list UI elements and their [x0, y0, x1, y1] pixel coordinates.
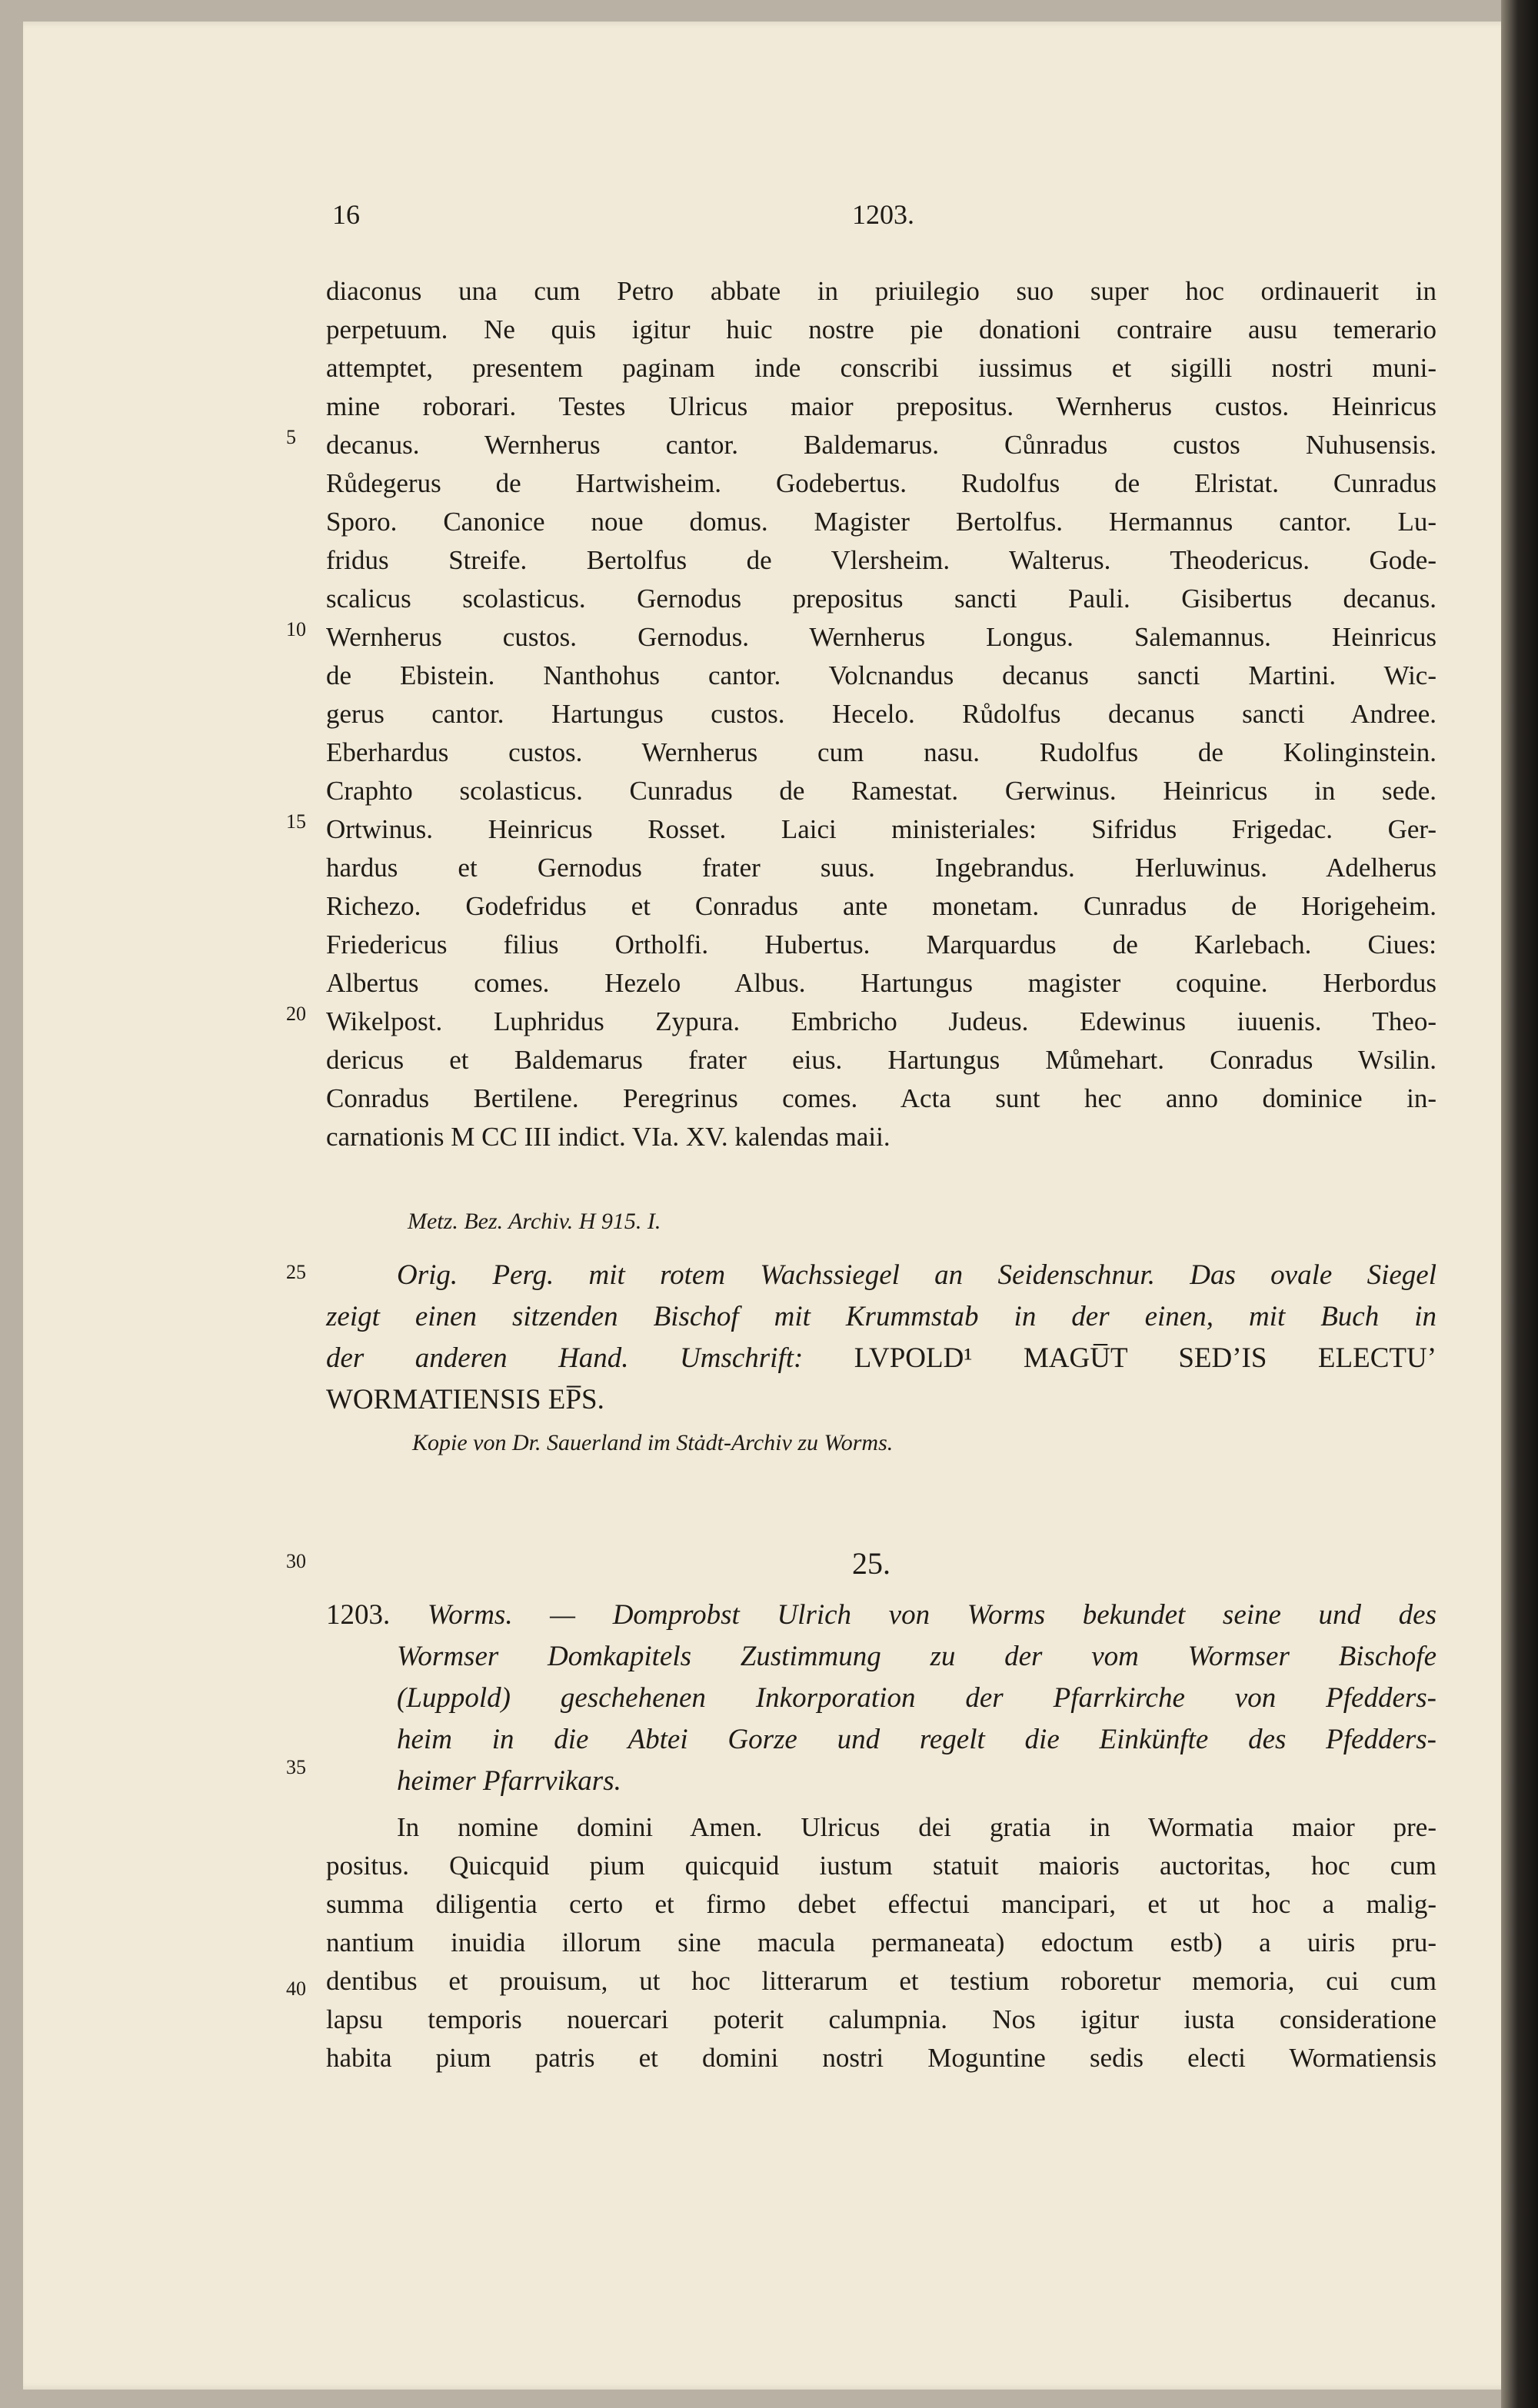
text-line: lapsu temporis nouercari poterit calumpnia. Nos igitur iusta consideratione — [326, 2004, 1436, 2034]
regest-line: (Luppold) geschehenen Inkorporation der Pfarrkirche von Pfedders- — [397, 1682, 1436, 1714]
text-line: gerus cantor. Hartungus custos. Hecelo. Růdolfus decanus sancti Andree. — [326, 699, 1436, 729]
text-line: Craphto scolasticus. Cunradus de Ramestat. Gerwinus. Heinricus in sede. — [326, 776, 1436, 806]
text-line: attemptet, presentem paginam inde conscribi iussimus et sigilli nostri muni- — [326, 353, 1436, 383]
text-line: dentibus et prouisum, ut hoc litterarum et testium roboretur memoria, cui cum — [326, 1966, 1436, 1996]
text-line: Wikelpost. Luphridus Zypura. Embricho Judeus. Edewinus iuuenis. Theo- — [326, 1006, 1436, 1036]
line-number: 35 — [286, 1756, 306, 1778]
line-number: 15 — [286, 810, 306, 833]
page-number: 16 — [332, 199, 360, 230]
line-number: 20 — [286, 1003, 306, 1025]
text-line: summa diligentia certo et firmo debet effectui mancipari, et ut hoc a malig- — [326, 1889, 1436, 1919]
document-number: 25. — [852, 1546, 891, 1581]
text-line: Eberhardus custos. Wernherus cum nasu. Rudolfus de Kolinginstein. — [326, 737, 1436, 767]
text-line: fridus Streife. Bertolfus de Vlersheim. Walterus. Theodericus. Gode- — [326, 545, 1436, 575]
text-line: Růdegerus de Hartwisheim. Godebertus. Rudolfus de Elristat. Cunradus — [326, 468, 1436, 498]
text-line: habita pium patris et domini nostri Moguntine sedis electi Wormatiensis — [326, 2043, 1436, 2073]
running-head-year: 1203. — [852, 199, 914, 230]
charter2-text-block — [326, 1808, 1436, 2077]
text-line: mine roborari. Testes Ulricus maior prepositus. Wernherus custos. Heinricus — [326, 391, 1436, 421]
note-line — [326, 1338, 1436, 1379]
text-line: decanus. Wernherus cantor. Baldemarus. Cůnradus custos Nuhusensis. — [326, 430, 1436, 460]
archive-source: Metz. Bez. Archiv. H 915. I. — [408, 1209, 661, 1234]
text-line: carnationis M CC III indict. VIa. XV. kalendas maii. — [326, 1122, 891, 1152]
regest-text: Worms. — Domprobst Ulrich von Worms bekundet seine und des — [427, 1599, 1436, 1631]
text-line: Albertus comes. Hezelo Albus. Hartungus magister coquine. Herbordus — [326, 968, 1436, 998]
line-number: 30 — [286, 1550, 306, 1572]
text-line: positus. Quicquid pium quicquid iustum statuit maioris auctoritas, hoc cum — [326, 1851, 1436, 1881]
seal-legend: WORMATIENSIS EP̅S. — [326, 1384, 604, 1415]
text-line: Friedericus filius Ortholfi. Hubertus. Marquardus de Karlebach. Ciues: — [326, 930, 1436, 960]
text-line: nantium inuidia illorum sine macula permaneata) edoctum estb) a uiris pru- — [326, 1927, 1436, 1957]
text-line: In nomine domini Amen. Ulricus dei gratia in Wormatia maior pre- — [397, 1812, 1436, 1842]
line-number: 10 — [286, 618, 306, 640]
note-text: der anderen Hand. Umschrift: — [326, 1342, 804, 1374]
text-line: Sporo. Canonice noue domus. Magister Bertolfus. Hermannus cantor. Lu- — [326, 507, 1436, 537]
note-line: zeigt einen sitzenden Bischof mit Krummstab in der einen, mit Buch in — [326, 1301, 1436, 1332]
text-line: Ortwinus. Heinricus Rosset. Laici ministeriales: Sifridus Frigedac. Ger- — [326, 814, 1436, 844]
text-line: scalicus scolasticus. Gernodus prepositus sancti Pauli. Gisibertus decanus. — [326, 584, 1436, 614]
regest — [326, 1595, 1436, 1802]
text-line: Wernherus custos. Gernodus. Wernherus Longus. Salemannus. Heinricus — [326, 622, 1436, 652]
text-line: de Ebistein. Nanthohus cantor. Volcnandus decanus sancti Martini. Wic- — [326, 660, 1436, 690]
line-number: 40 — [286, 1977, 306, 2000]
text-line: hardus et Gernodus frater suus. Ingebrandus. Herluwinus. Adelherus — [326, 853, 1436, 883]
line-number: 5 — [286, 426, 296, 448]
line-number: 25 — [286, 1261, 306, 1283]
charter-text-block — [326, 272, 1436, 1156]
text-line: dericus et Baldemarus frater eius. Hartungus Můmehart. Conradus Wsilin. — [326, 1045, 1436, 1075]
copy-note: Kopie von Dr. Sauerland im Stȧdt-Archiv zu Worms. — [412, 1430, 894, 1455]
note-line: Orig. Perg. mit rotem Wachssiegel an Seidenschnur. Das ovale Siegel — [397, 1259, 1436, 1291]
seal-legend: LVPOLD¹ MAGU̅T SED’IS ELECTU’ — [854, 1342, 1437, 1374]
regest-line: heim in die Abtei Gorze und regelt die Einkünfte des Pfedders- — [397, 1724, 1436, 1755]
regest-line — [326, 1595, 1436, 1636]
text-line: diaconus una cum Petro abbate in priuilegio suo super hoc ordinauerit in — [326, 276, 1436, 306]
regest-year: 1203. — [326, 1599, 391, 1631]
regest-line: heimer Pfarrvikars. — [397, 1765, 621, 1797]
text-line: perpetuum. Ne quis igitur huic nostre pie donationi contraire ausu temerario — [326, 314, 1436, 344]
regest-line: Wormser Domkapitels Zustimmung zu der vom Wormser Bischofe — [397, 1641, 1436, 1672]
text-line: Conradus Bertilene. Peregrinus comes. Acta sunt hec anno dominice in- — [326, 1083, 1436, 1113]
text-line: Richezo. Godefridus et Conradus ante monetam. Cunradus de Horigeheim. — [326, 891, 1436, 921]
book-spine — [1501, 0, 1538, 2408]
seal-description — [326, 1255, 1436, 1421]
